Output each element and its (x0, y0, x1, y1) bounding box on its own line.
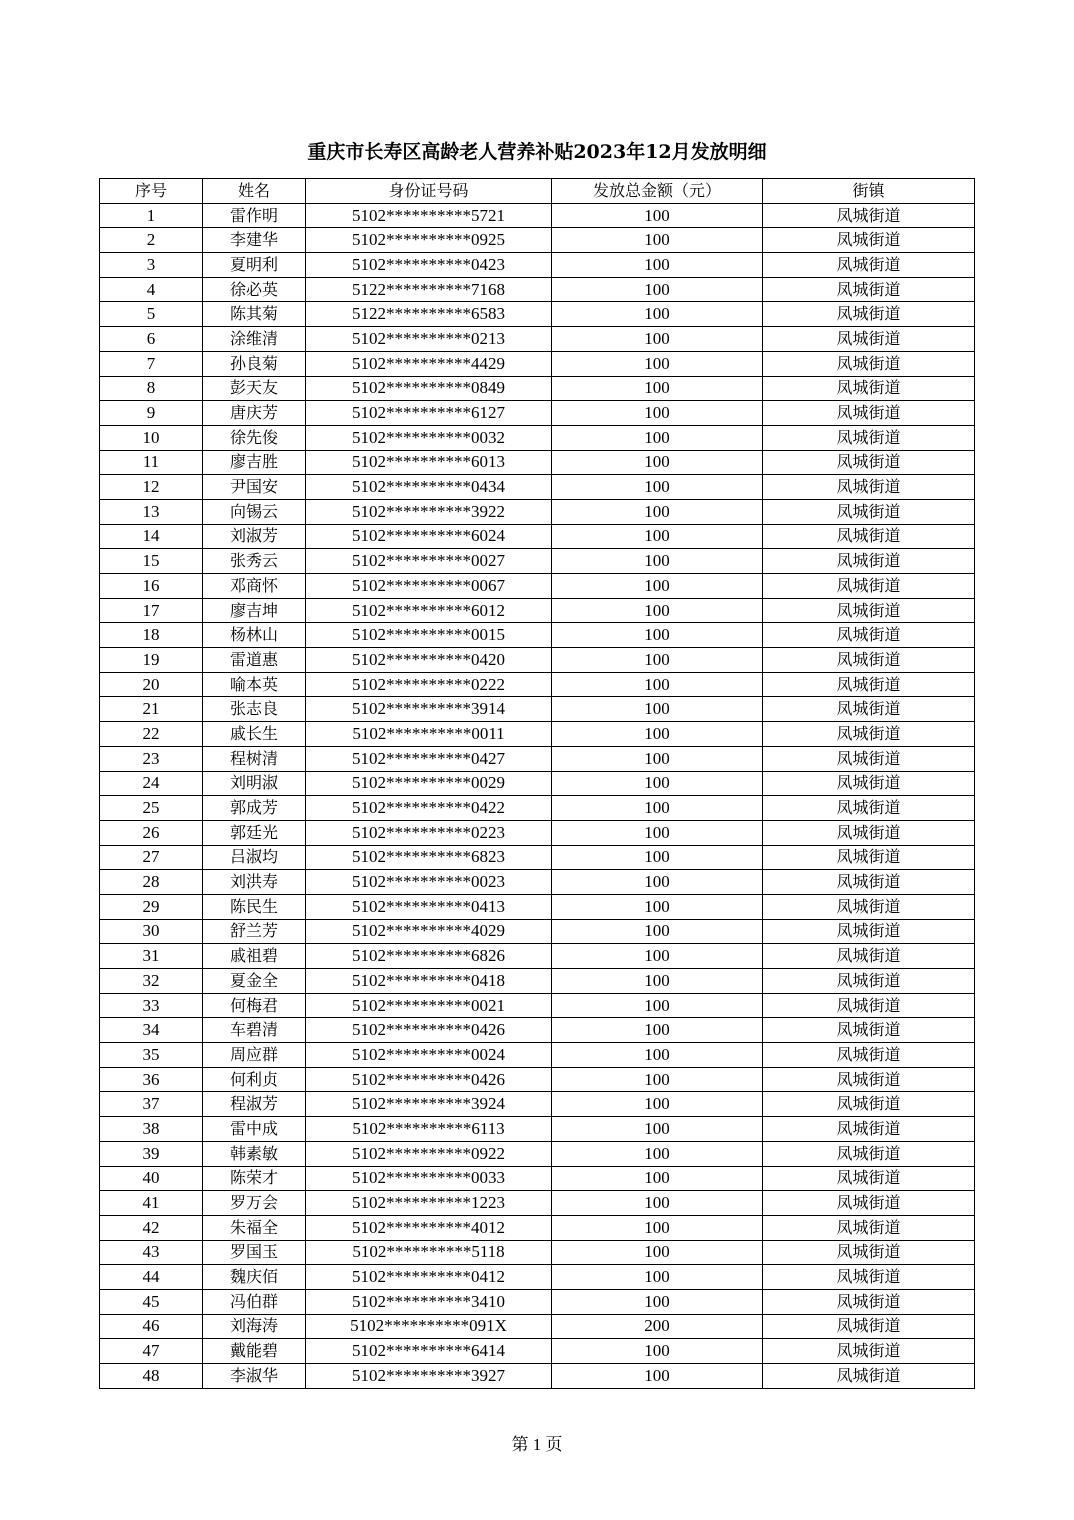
id-number-cell: 5102**********0426 (306, 1018, 552, 1043)
town-cell: 凤城街道 (763, 944, 975, 969)
town-cell: 凤城街道 (763, 450, 975, 475)
town-cell: 凤城街道 (763, 1067, 975, 1092)
amount-cell: 100 (552, 697, 763, 722)
name-cell: 徐先俊 (203, 425, 306, 450)
serial-cell: 37 (100, 1092, 203, 1117)
town-cell: 凤城街道 (763, 351, 975, 376)
id-number-cell: 5102**********6414 (306, 1339, 552, 1364)
name-cell: 何梅君 (203, 993, 306, 1018)
amount-cell: 100 (552, 327, 763, 352)
amount-cell: 100 (552, 648, 763, 673)
serial-cell: 27 (100, 845, 203, 870)
town-cell: 凤城街道 (763, 894, 975, 919)
id-number-cell: 5102**********3914 (306, 697, 552, 722)
town-cell: 凤城街道 (763, 746, 975, 771)
name-cell: 廖吉坤 (203, 598, 306, 623)
serial-cell: 41 (100, 1191, 203, 1216)
document-title: 重庆市长寿区高龄老人营养补贴2023年12月发放明细 (307, 141, 767, 163)
table-row (100, 944, 975, 969)
table-row (100, 450, 975, 475)
town-cell: 凤城街道 (763, 771, 975, 796)
town-cell: 凤城街道 (763, 302, 975, 327)
amount-cell: 100 (552, 1166, 763, 1191)
town-cell: 凤城街道 (763, 253, 975, 278)
town-cell: 凤城街道 (763, 1314, 975, 1339)
amount-cell: 100 (552, 598, 763, 623)
town-cell: 凤城街道 (763, 1240, 975, 1265)
id-number-cell: 5102**********3922 (306, 499, 552, 524)
table-row (100, 672, 975, 697)
id-number-cell: 5102**********4012 (306, 1215, 552, 1240)
id-number-cell: 5102**********0015 (306, 623, 552, 648)
id-number-cell: 5102**********0413 (306, 894, 552, 919)
amount-cell: 100 (552, 1289, 763, 1314)
name-cell: 郭成芳 (203, 796, 306, 821)
town-cell: 凤城街道 (763, 376, 975, 401)
table-row (100, 499, 975, 524)
id-number-cell: 5102**********0925 (306, 228, 552, 253)
town-cell: 凤城街道 (763, 969, 975, 994)
table-row (100, 796, 975, 821)
id-number-cell: 5102**********0033 (306, 1166, 552, 1191)
table-row (100, 1364, 975, 1389)
name-cell: 孙良菊 (203, 351, 306, 376)
serial-cell: 24 (100, 771, 203, 796)
id-number-cell: 5102**********0426 (306, 1067, 552, 1092)
serial-cell: 21 (100, 697, 203, 722)
serial-cell: 19 (100, 648, 203, 673)
town-cell: 凤城街道 (763, 228, 975, 253)
name-cell: 徐必英 (203, 277, 306, 302)
amount-cell: 100 (552, 969, 763, 994)
amount-cell: 100 (552, 1018, 763, 1043)
table-row (100, 425, 975, 450)
amount-cell: 100 (552, 1191, 763, 1216)
name-cell: 朱福全 (203, 1215, 306, 1240)
name-cell: 刘明淑 (203, 771, 306, 796)
id-number-cell: 5102**********0222 (306, 672, 552, 697)
table-row (100, 697, 975, 722)
serial-cell: 10 (100, 425, 203, 450)
id-number-cell: 5102**********3927 (306, 1364, 552, 1389)
serial-cell: 36 (100, 1067, 203, 1092)
serial-cell: 12 (100, 475, 203, 500)
serial-cell: 43 (100, 1240, 203, 1265)
id-number-cell: 5102**********6127 (306, 401, 552, 426)
subsidy-table (99, 178, 975, 1389)
id-number-cell: 5102**********0418 (306, 969, 552, 994)
name-cell: 陈荣才 (203, 1166, 306, 1191)
id-number-cell: 5102**********0422 (306, 796, 552, 821)
serial-cell: 9 (100, 401, 203, 426)
name-cell: 魏庆佰 (203, 1265, 306, 1290)
id-number-cell: 5102**********0434 (306, 475, 552, 500)
name-cell: 涂维清 (203, 327, 306, 352)
id-number-cell: 5102**********0423 (306, 253, 552, 278)
amount-cell: 100 (552, 1240, 763, 1265)
id-number-cell: 5102**********4029 (306, 919, 552, 944)
amount-cell: 100 (552, 993, 763, 1018)
amount-cell: 100 (552, 351, 763, 376)
serial-cell: 4 (100, 277, 203, 302)
id-number-cell: 5102**********0223 (306, 820, 552, 845)
table-header-row (100, 179, 975, 204)
table-row (100, 1043, 975, 1068)
town-cell: 凤城街道 (763, 1215, 975, 1240)
serial-cell: 25 (100, 796, 203, 821)
table-row (100, 351, 975, 376)
name-cell: 邓商怀 (203, 574, 306, 599)
serial-cell: 23 (100, 746, 203, 771)
table-row (100, 648, 975, 673)
name-cell: 李建华 (203, 228, 306, 253)
id-number-cell: 5102**********0067 (306, 574, 552, 599)
table-row (100, 722, 975, 747)
table-row (100, 1240, 975, 1265)
table-row (100, 1117, 975, 1142)
serial-cell: 31 (100, 944, 203, 969)
town-cell: 凤城街道 (763, 327, 975, 352)
name-cell: 尹国安 (203, 475, 306, 500)
table-row (100, 993, 975, 1018)
id-number-cell: 5102**********1223 (306, 1191, 552, 1216)
id-number-cell: 5122**********6583 (306, 302, 552, 327)
name-cell: 向锡云 (203, 499, 306, 524)
town-cell: 凤城街道 (763, 1166, 975, 1191)
id-number-cell: 5102**********5721 (306, 203, 552, 228)
name-cell: 彭天友 (203, 376, 306, 401)
amount-cell: 100 (552, 401, 763, 426)
serial-cell: 5 (100, 302, 203, 327)
serial-cell: 39 (100, 1141, 203, 1166)
serial-cell: 48 (100, 1364, 203, 1389)
id-number-cell: 5102**********0412 (306, 1265, 552, 1290)
name-cell: 周应群 (203, 1043, 306, 1068)
table-row (100, 1265, 975, 1290)
id-number-cell: 5102**********0420 (306, 648, 552, 673)
name-cell: 戚长生 (203, 722, 306, 747)
serial-cell: 18 (100, 623, 203, 648)
name-cell: 刘淑芳 (203, 524, 306, 549)
serial-cell: 16 (100, 574, 203, 599)
amount-cell: 100 (552, 203, 763, 228)
serial-cell: 32 (100, 969, 203, 994)
name-cell: 雷作明 (203, 203, 306, 228)
serial-cell: 7 (100, 351, 203, 376)
name-cell: 刘洪寿 (203, 870, 306, 895)
amount-cell: 100 (552, 228, 763, 253)
amount-cell: 100 (552, 1117, 763, 1142)
table-row (100, 1067, 975, 1092)
name-cell: 韩素敏 (203, 1141, 306, 1166)
name-cell: 张志良 (203, 697, 306, 722)
table-row (100, 1339, 975, 1364)
name-cell: 车碧清 (203, 1018, 306, 1043)
town-cell: 凤城街道 (763, 598, 975, 623)
id-number-cell: 5102**********091X (306, 1314, 552, 1339)
table-row (100, 376, 975, 401)
amount-cell: 100 (552, 746, 763, 771)
serial-cell: 38 (100, 1117, 203, 1142)
id-number-cell: 5102**********0023 (306, 870, 552, 895)
amount-cell: 100 (552, 771, 763, 796)
serial-cell: 22 (100, 722, 203, 747)
town-cell: 凤城街道 (763, 870, 975, 895)
amount-cell: 100 (552, 524, 763, 549)
table-row (100, 574, 975, 599)
amount-cell: 100 (552, 475, 763, 500)
serial-cell: 26 (100, 820, 203, 845)
amount-cell: 100 (552, 672, 763, 697)
name-cell: 程淑芳 (203, 1092, 306, 1117)
town-cell: 凤城街道 (763, 993, 975, 1018)
amount-cell: 100 (552, 549, 763, 574)
table-row (100, 1141, 975, 1166)
town-cell: 凤城街道 (763, 574, 975, 599)
table-row (100, 228, 975, 253)
id-number-cell: 5102**********3924 (306, 1092, 552, 1117)
table-row (100, 746, 975, 771)
serial-cell: 8 (100, 376, 203, 401)
town-cell: 凤城街道 (763, 1339, 975, 1364)
town-cell: 凤城街道 (763, 475, 975, 500)
table-body (100, 203, 975, 1388)
name-cell: 刘海涛 (203, 1314, 306, 1339)
name-cell: 戚祖碧 (203, 944, 306, 969)
table-row (100, 870, 975, 895)
serial-cell: 42 (100, 1215, 203, 1240)
name-cell: 冯伯群 (203, 1289, 306, 1314)
amount-cell: 100 (552, 894, 763, 919)
amount-cell: 100 (552, 944, 763, 969)
header-town: 街镇 (763, 179, 975, 204)
name-cell: 张秀云 (203, 549, 306, 574)
table-row (100, 1314, 975, 1339)
amount-cell: 100 (552, 623, 763, 648)
id-number-cell: 5102**********0011 (306, 722, 552, 747)
serial-cell: 33 (100, 993, 203, 1018)
town-cell: 凤城街道 (763, 1364, 975, 1389)
name-cell: 陈民生 (203, 894, 306, 919)
serial-cell: 34 (100, 1018, 203, 1043)
serial-cell: 40 (100, 1166, 203, 1191)
table-row (100, 1191, 975, 1216)
name-cell: 李淑华 (203, 1364, 306, 1389)
table-row (100, 771, 975, 796)
id-number-cell: 5102**********0021 (306, 993, 552, 1018)
table-row (100, 277, 975, 302)
id-number-cell: 5102**********6823 (306, 845, 552, 870)
town-cell: 凤城街道 (763, 820, 975, 845)
table-row (100, 894, 975, 919)
serial-cell: 3 (100, 253, 203, 278)
page-number: 第 1 页 (511, 1435, 563, 1454)
id-number-cell: 5102**********0922 (306, 1141, 552, 1166)
header-id-number: 身份证号码 (306, 179, 552, 204)
amount-cell: 100 (552, 574, 763, 599)
serial-cell: 11 (100, 450, 203, 475)
town-cell: 凤城街道 (763, 425, 975, 450)
town-cell: 凤城街道 (763, 845, 975, 870)
town-cell: 凤城街道 (763, 623, 975, 648)
town-cell: 凤城街道 (763, 648, 975, 673)
amount-cell: 100 (552, 722, 763, 747)
table-row (100, 1166, 975, 1191)
table-row (100, 820, 975, 845)
amount-cell: 100 (552, 302, 763, 327)
town-cell: 凤城街道 (763, 524, 975, 549)
name-cell: 吕淑均 (203, 845, 306, 870)
serial-cell: 47 (100, 1339, 203, 1364)
table-row (100, 623, 975, 648)
town-cell: 凤城街道 (763, 697, 975, 722)
amount-cell: 100 (552, 1043, 763, 1068)
amount-cell: 100 (552, 820, 763, 845)
serial-cell: 2 (100, 228, 203, 253)
serial-cell: 1 (100, 203, 203, 228)
town-cell: 凤城街道 (763, 1018, 975, 1043)
serial-cell: 29 (100, 894, 203, 919)
amount-cell: 100 (552, 425, 763, 450)
amount-cell: 100 (552, 1364, 763, 1389)
id-number-cell: 5102**********6113 (306, 1117, 552, 1142)
serial-cell: 14 (100, 524, 203, 549)
id-number-cell: 5102**********0849 (306, 376, 552, 401)
serial-cell: 20 (100, 672, 203, 697)
amount-cell: 100 (552, 1215, 763, 1240)
table-row (100, 253, 975, 278)
name-cell: 戴能碧 (203, 1339, 306, 1364)
id-number-cell: 5102**********0032 (306, 425, 552, 450)
id-number-cell: 5102**********6024 (306, 524, 552, 549)
id-number-cell: 5102**********0427 (306, 746, 552, 771)
amount-cell: 100 (552, 253, 763, 278)
name-cell: 舒兰芳 (203, 919, 306, 944)
id-number-cell: 5102**********0213 (306, 327, 552, 352)
town-cell: 凤城街道 (763, 401, 975, 426)
amount-cell: 100 (552, 376, 763, 401)
name-cell: 夏金全 (203, 969, 306, 994)
serial-cell: 30 (100, 919, 203, 944)
id-number-cell: 5102**********0027 (306, 549, 552, 574)
name-cell: 郭廷光 (203, 820, 306, 845)
name-cell: 罗国玉 (203, 1240, 306, 1265)
town-cell: 凤城街道 (763, 203, 975, 228)
id-number-cell: 5102**********6013 (306, 450, 552, 475)
table-row (100, 1215, 975, 1240)
serial-cell: 13 (100, 499, 203, 524)
table-row (100, 524, 975, 549)
table-row (100, 401, 975, 426)
table-row (100, 845, 975, 870)
amount-cell: 100 (552, 499, 763, 524)
town-cell: 凤城街道 (763, 1141, 975, 1166)
table-row (100, 1018, 975, 1043)
amount-cell: 100 (552, 845, 763, 870)
id-number-cell: 5102**********4429 (306, 351, 552, 376)
town-cell: 凤城街道 (763, 499, 975, 524)
name-cell: 廖吉胜 (203, 450, 306, 475)
name-cell: 喻本英 (203, 672, 306, 697)
serial-cell: 28 (100, 870, 203, 895)
town-cell: 凤城街道 (763, 1092, 975, 1117)
town-cell: 凤城街道 (763, 1265, 975, 1290)
amount-cell: 100 (552, 277, 763, 302)
header-name: 姓名 (203, 179, 306, 204)
table-row (100, 475, 975, 500)
amount-cell: 100 (552, 450, 763, 475)
table-row (100, 327, 975, 352)
name-cell: 罗万会 (203, 1191, 306, 1216)
table-row (100, 1289, 975, 1314)
id-number-cell: 5122**********7168 (306, 277, 552, 302)
table-row (100, 919, 975, 944)
name-cell: 雷道惠 (203, 648, 306, 673)
amount-cell: 100 (552, 919, 763, 944)
town-cell: 凤城街道 (763, 672, 975, 697)
town-cell: 凤城街道 (763, 549, 975, 574)
name-cell: 程树清 (203, 746, 306, 771)
town-cell: 凤城街道 (763, 722, 975, 747)
id-number-cell: 5102**********0029 (306, 771, 552, 796)
table-row (100, 203, 975, 228)
id-number-cell: 5102**********5118 (306, 1240, 552, 1265)
serial-cell: 44 (100, 1265, 203, 1290)
serial-cell: 35 (100, 1043, 203, 1068)
town-cell: 凤城街道 (763, 919, 975, 944)
table-row (100, 969, 975, 994)
town-cell: 凤城街道 (763, 1117, 975, 1142)
amount-cell: 200 (552, 1314, 763, 1339)
town-cell: 凤城街道 (763, 796, 975, 821)
serial-cell: 46 (100, 1314, 203, 1339)
name-cell: 夏明利 (203, 253, 306, 278)
serial-cell: 45 (100, 1289, 203, 1314)
name-cell: 雷中成 (203, 1117, 306, 1142)
table-row (100, 598, 975, 623)
amount-cell: 100 (552, 1092, 763, 1117)
name-cell: 何利贞 (203, 1067, 306, 1092)
town-cell: 凤城街道 (763, 277, 975, 302)
amount-cell: 100 (552, 1339, 763, 1364)
header-serial: 序号 (100, 179, 203, 204)
serial-cell: 17 (100, 598, 203, 623)
id-number-cell: 5102**********3410 (306, 1289, 552, 1314)
amount-cell: 100 (552, 1141, 763, 1166)
id-number-cell: 5102**********6826 (306, 944, 552, 969)
id-number-cell: 5102**********6012 (306, 598, 552, 623)
id-number-cell: 5102**********0024 (306, 1043, 552, 1068)
serial-cell: 15 (100, 549, 203, 574)
name-cell: 杨林山 (203, 623, 306, 648)
header-amount: 发放总金额（元） (552, 179, 763, 204)
amount-cell: 100 (552, 1067, 763, 1092)
table-row (100, 549, 975, 574)
town-cell: 凤城街道 (763, 1191, 975, 1216)
table-row (100, 1092, 975, 1117)
town-cell: 凤城街道 (763, 1043, 975, 1068)
amount-cell: 100 (552, 870, 763, 895)
table-row (100, 302, 975, 327)
town-cell: 凤城街道 (763, 1289, 975, 1314)
name-cell: 唐庆芳 (203, 401, 306, 426)
name-cell: 陈其菊 (203, 302, 306, 327)
serial-cell: 6 (100, 327, 203, 352)
amount-cell: 100 (552, 1265, 763, 1290)
amount-cell: 100 (552, 796, 763, 821)
